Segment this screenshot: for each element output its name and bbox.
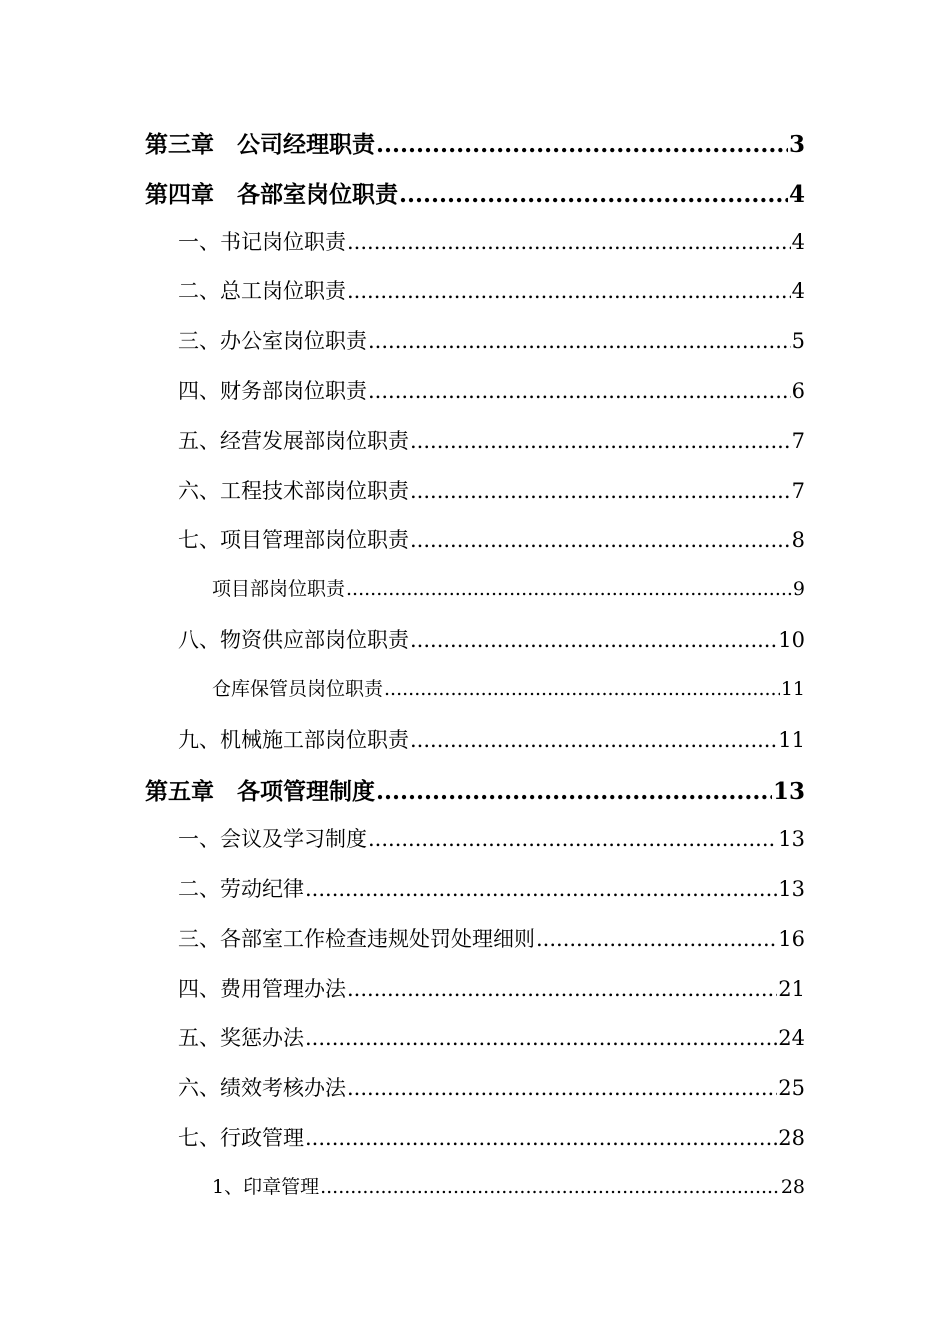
- toc-entry[interactable]: [0, 1072, 950, 1122]
- toc-entry[interactable]: [0, 624, 950, 674]
- toc-entry-label: 第四章 各部室岗位职责: [145, 180, 398, 208]
- toc-entry-label: 七、行政管理: [178, 1125, 304, 1150]
- toc-entry[interactable]: [0, 524, 950, 574]
- toc-entry-label: 二、总工岗位职责: [178, 279, 346, 304]
- toc-entry-label: 三、各部室工作检查违规处罚处理细则: [178, 926, 535, 951]
- toc-dot-leader: [376, 778, 772, 805]
- toc-entry-page: 8: [791, 528, 805, 553]
- toc-entry-page: 25: [778, 1076, 805, 1101]
- toc-entry-label: 四、费用管理办法: [178, 976, 346, 1001]
- toc-entry-page: 9: [792, 578, 805, 601]
- toc-dot-leader: [368, 379, 791, 403]
- toc-entry-page: 7: [791, 428, 805, 453]
- toc-entry-page: 4: [791, 279, 805, 304]
- toc-entry-page: 5: [791, 329, 805, 354]
- toc-dot-leader: [347, 977, 777, 1001]
- toc-entry-label: 三、办公室岗位职责: [178, 329, 367, 354]
- toc-entry[interactable]: [0, 475, 950, 525]
- toc-entry-page: 28: [780, 1175, 805, 1198]
- toc-entry-page: 28: [778, 1125, 805, 1150]
- toc-entry[interactable]: [0, 923, 950, 973]
- toc-entry-label: 五、经营发展部岗位职责: [178, 428, 409, 453]
- toc-entry-label: 1、印章管理: [212, 1175, 320, 1198]
- toc-dot-leader: [346, 578, 792, 600]
- toc-dot-leader: [399, 181, 788, 208]
- toc-dot-leader: [305, 1026, 777, 1050]
- toc-entry-page: 24: [778, 1026, 805, 1051]
- toc-entry-label: 项目部岗位职责: [212, 578, 346, 601]
- toc-dot-leader: [410, 628, 777, 652]
- toc-subentry[interactable]: [0, 674, 950, 724]
- toc-entry-label: 第三章 公司经理职责: [145, 131, 375, 158]
- toc-dot-leader: [410, 528, 791, 552]
- toc-entry[interactable]: [0, 1122, 950, 1172]
- toc-entry-label: 二、劳动纪律: [178, 876, 304, 901]
- toc-entry-page: 11: [780, 677, 805, 700]
- toc-entry-label: 五、奖惩办法: [178, 1026, 304, 1051]
- toc-entry-chapter-3[interactable]: [0, 126, 950, 176]
- toc-dot-leader: [410, 479, 791, 503]
- toc-entry-page: 16: [778, 926, 805, 951]
- toc-entry-label: 仓库保管员岗位职责: [212, 677, 384, 700]
- toc-dot-leader: [376, 131, 788, 158]
- toc-dot-leader: [368, 329, 791, 353]
- toc-entry-label: 四、财务部岗位职责: [178, 378, 367, 403]
- toc-entry-label: 一、书记岗位职责: [178, 229, 346, 254]
- toc-entry-label: 九、机械施工部岗位职责: [178, 727, 409, 752]
- toc-entry-page: 21: [778, 976, 805, 1001]
- toc-entry[interactable]: [0, 1022, 950, 1072]
- toc-entry[interactable]: [0, 425, 950, 475]
- toc-entry[interactable]: [0, 275, 950, 325]
- toc-entry-page: 3: [788, 131, 805, 158]
- toc-dot-leader: [305, 877, 777, 901]
- toc-entry-page: 7: [791, 478, 805, 503]
- toc-dot-leader: [410, 429, 791, 453]
- toc-subentry[interactable]: [0, 574, 950, 624]
- toc-entry-chapter-4[interactable]: [0, 176, 950, 226]
- toc-dot-leader: [410, 728, 777, 752]
- toc-entry[interactable]: [0, 873, 950, 923]
- toc-dot-leader: [347, 1076, 777, 1100]
- table-of-contents: [0, 126, 950, 1222]
- toc-entry[interactable]: [0, 973, 950, 1023]
- toc-entry-page: 6: [791, 378, 805, 403]
- toc-dot-leader: [536, 927, 777, 951]
- toc-dot-leader: [305, 1126, 777, 1150]
- toc-entry-page: 10: [778, 627, 805, 652]
- toc-entry-page: 4: [788, 180, 805, 208]
- toc-dot-leader: [320, 1176, 780, 1198]
- toc-dot-leader: [347, 279, 791, 303]
- toc-entry[interactable]: [0, 325, 950, 375]
- toc-entry[interactable]: [0, 823, 950, 873]
- toc-entry-page: 13: [778, 876, 805, 901]
- toc-dot-leader: [368, 827, 777, 851]
- toc-entry-label: 第五章 各项管理制度: [145, 778, 375, 806]
- toc-entry-page: 13: [778, 827, 805, 852]
- toc-entry[interactable]: [0, 226, 950, 276]
- toc-entry-label: 一、会议及学习制度: [178, 827, 367, 852]
- toc-dot-leader: [347, 230, 791, 254]
- toc-subentry[interactable]: [0, 1172, 950, 1222]
- toc-entry-page: 4: [791, 229, 805, 254]
- toc-entry[interactable]: [0, 375, 950, 425]
- toc-entry-page: 11: [778, 727, 805, 752]
- toc-entry-label: 六、工程技术部岗位职责: [178, 478, 409, 503]
- toc-entry[interactable]: [0, 724, 950, 774]
- toc-entry-label: 六、绩效考核办法: [178, 1076, 346, 1101]
- toc-entry-label: 八、物资供应部岗位职责: [178, 627, 409, 652]
- toc-entry-page: 13: [772, 778, 805, 806]
- toc-entry-label: 七、项目管理部岗位职责: [178, 528, 409, 553]
- toc-entry-chapter-5[interactable]: [0, 773, 950, 823]
- toc-dot-leader: [384, 678, 780, 700]
